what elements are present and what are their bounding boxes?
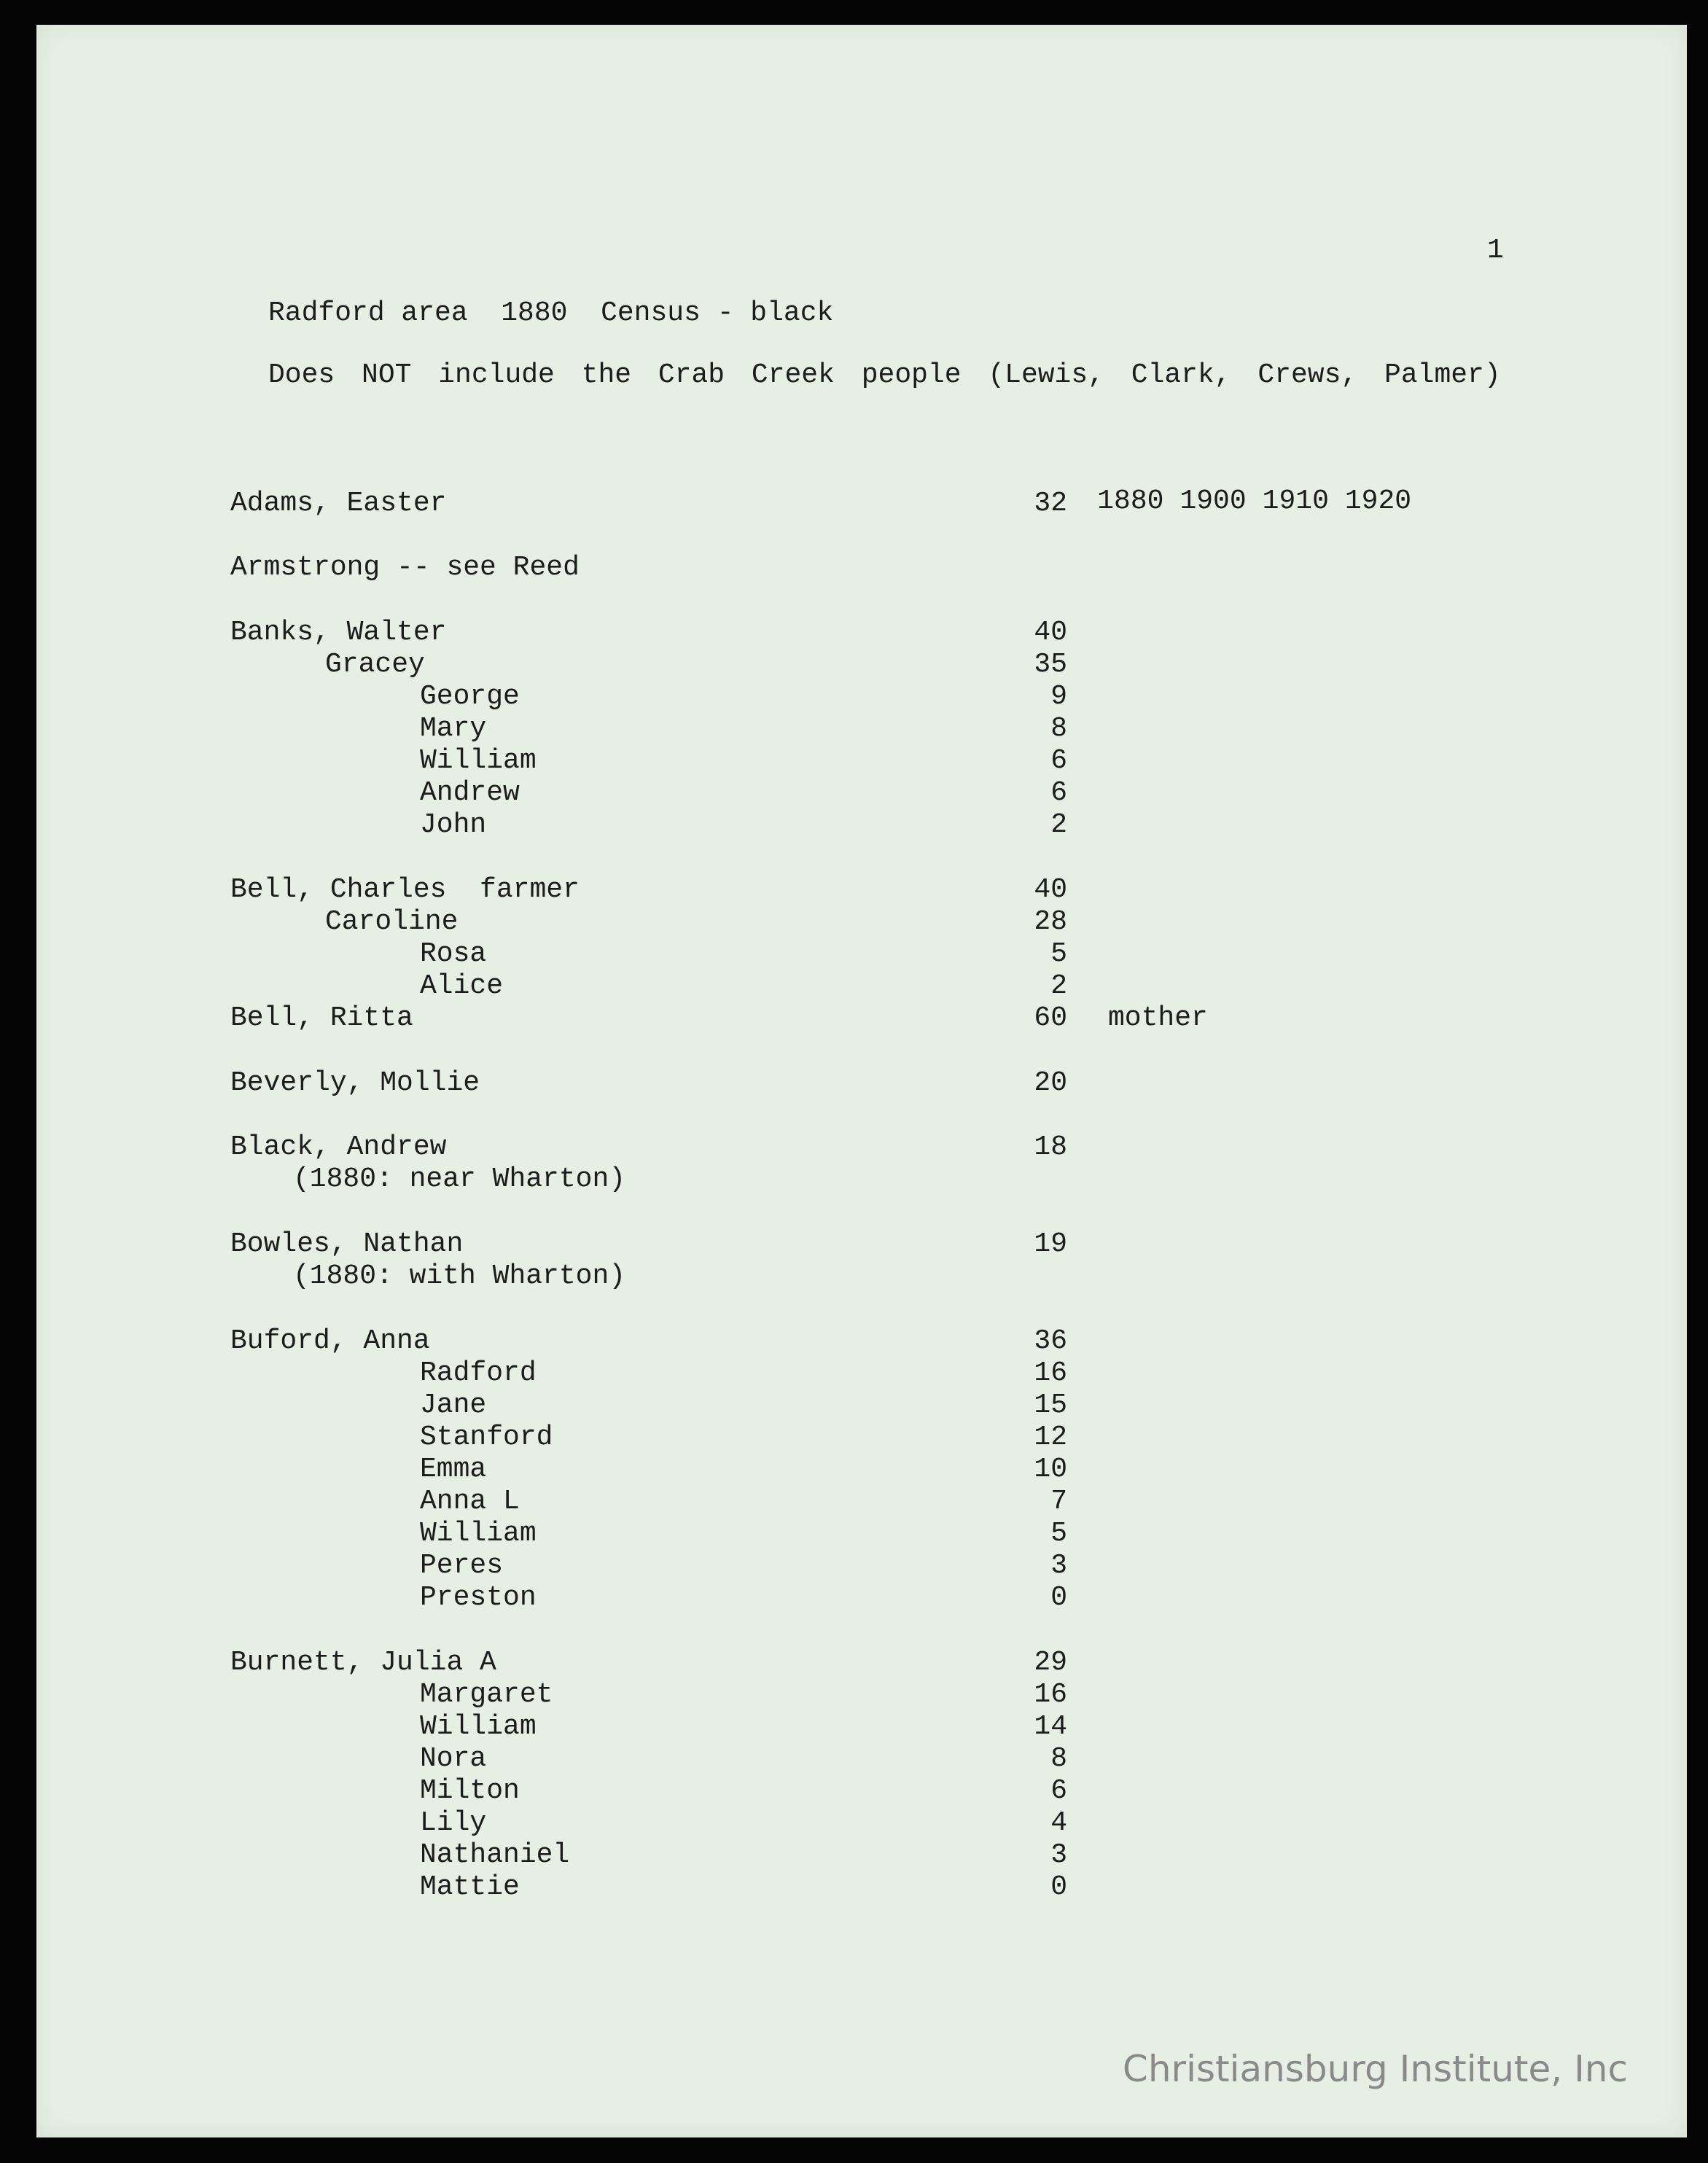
entry-age-1880: 15 bbox=[1034, 1390, 1067, 1421]
entry-name: (1880: with Wharton) bbox=[293, 1260, 626, 1292]
entry-name: Nathaniel bbox=[420, 1839, 570, 1871]
entry-name: Buford, Anna bbox=[230, 1325, 430, 1357]
entry-name: William bbox=[420, 1711, 537, 1742]
entry-age-1880: 40 bbox=[1034, 617, 1067, 648]
census-entry bbox=[36, 1002, 1687, 1034]
document-title: Radford area 1880 Census - black bbox=[268, 297, 834, 329]
entry-age-1880: 60 bbox=[1034, 1002, 1067, 1034]
entry-name: Nora bbox=[420, 1743, 487, 1774]
census-entry bbox=[36, 1807, 1687, 1839]
census-entry bbox=[36, 874, 1687, 906]
entry-age-1880: 8 bbox=[1050, 713, 1067, 744]
census-entry bbox=[36, 681, 1687, 713]
census-entry bbox=[36, 1679, 1687, 1711]
entry-age-1880: 20 bbox=[1034, 1067, 1067, 1099]
entry-name: Milton bbox=[420, 1775, 520, 1807]
year-header: 1880 bbox=[1097, 486, 1164, 517]
document-page bbox=[36, 25, 1687, 2137]
entry-name: Margaret bbox=[420, 1679, 553, 1710]
entry-name: (1880: near Wharton) bbox=[293, 1164, 626, 1195]
entry-name: Adams, Easter bbox=[230, 488, 447, 519]
entry-name: Stanford bbox=[420, 1422, 553, 1453]
entry-age-1880: 10 bbox=[1034, 1454, 1067, 1485]
census-entry bbox=[36, 1871, 1687, 1903]
census-entry bbox=[36, 809, 1687, 841]
entry-name: Mattie bbox=[420, 1871, 520, 1903]
entry-age-1880: 6 bbox=[1050, 777, 1067, 808]
census-entry bbox=[36, 1357, 1687, 1390]
census-entry bbox=[36, 649, 1687, 681]
entry-age-1880: 35 bbox=[1034, 649, 1067, 680]
year-header: 1910 bbox=[1262, 486, 1329, 517]
census-entry bbox=[36, 1260, 1687, 1293]
entry-name: Banks, Walter bbox=[230, 617, 447, 648]
page-number: 1 bbox=[1487, 235, 1504, 266]
census-entry bbox=[36, 713, 1687, 745]
entry-name: Burnett, Julia A bbox=[230, 1647, 496, 1678]
year-header: 1920 bbox=[1344, 486, 1412, 517]
census-entry bbox=[36, 1486, 1687, 1518]
entry-name: Radford bbox=[420, 1357, 537, 1389]
entry-age-1880: 9 bbox=[1050, 681, 1067, 712]
census-entry bbox=[36, 745, 1687, 777]
entry-age-1880: 29 bbox=[1034, 1647, 1067, 1678]
entry-name: Beverly, Mollie bbox=[230, 1067, 480, 1099]
census-entry bbox=[36, 1067, 1687, 1099]
census-entry bbox=[36, 617, 1687, 649]
census-entry bbox=[36, 938, 1687, 970]
entry-age-1880: 0 bbox=[1050, 1871, 1067, 1903]
entry-age-1880: 40 bbox=[1034, 874, 1067, 905]
entry-name: Bowles, Nathan bbox=[230, 1228, 464, 1260]
entry-age-1880: 28 bbox=[1034, 906, 1067, 938]
census-entry bbox=[36, 1454, 1687, 1486]
entry-age-1880: 7 bbox=[1050, 1486, 1067, 1517]
entry-name: John bbox=[420, 809, 487, 841]
entry-name: Rosa bbox=[420, 938, 487, 970]
year-header: 1900 bbox=[1179, 486, 1247, 517]
entry-age-1880: 12 bbox=[1034, 1422, 1067, 1453]
entry-name: Anna L bbox=[420, 1486, 520, 1517]
entry-age-1880: 5 bbox=[1050, 938, 1067, 970]
entry-name: Bell, Charles farmer bbox=[230, 874, 580, 905]
entry-age-1880: 0 bbox=[1050, 1582, 1067, 1613]
entry-name: William bbox=[420, 745, 537, 776]
census-list bbox=[36, 25, 1687, 2137]
census-entry bbox=[36, 1550, 1687, 1582]
entry-age-1880: 2 bbox=[1050, 970, 1067, 1002]
entry-name: Mary bbox=[420, 713, 487, 744]
entry-age-1880: 16 bbox=[1034, 1357, 1067, 1389]
census-entry bbox=[36, 1131, 1687, 1164]
census-entry bbox=[36, 1325, 1687, 1357]
entry-age-1880: 4 bbox=[1050, 1807, 1067, 1839]
census-entry bbox=[36, 1518, 1687, 1550]
census-entry bbox=[36, 1839, 1687, 1871]
entry-age-1880: 32 bbox=[1034, 488, 1067, 519]
census-entry bbox=[36, 1582, 1687, 1614]
entry-age-1880: 5 bbox=[1050, 1518, 1067, 1549]
entry-name: Preston bbox=[420, 1582, 537, 1613]
entry-age-1880: 6 bbox=[1050, 745, 1067, 776]
entry-age-1880: 16 bbox=[1034, 1679, 1067, 1710]
census-entry bbox=[36, 1647, 1687, 1679]
entry-name: Andrew bbox=[420, 777, 520, 808]
entry-name: Lily bbox=[420, 1807, 487, 1839]
entry-name: Emma bbox=[420, 1454, 487, 1485]
watermark: Christiansburg Institute, Inc bbox=[1122, 2048, 1628, 2090]
entry-age-1880: 2 bbox=[1050, 809, 1067, 841]
census-entry bbox=[36, 1390, 1687, 1422]
entry-age-1880: 6 bbox=[1050, 1775, 1067, 1807]
census-entry bbox=[36, 1164, 1687, 1196]
entry-age-1880: 36 bbox=[1034, 1325, 1067, 1357]
entry-age-1880: 19 bbox=[1034, 1228, 1067, 1260]
census-entry bbox=[36, 488, 1687, 520]
census-entry bbox=[36, 970, 1687, 1002]
census-entry bbox=[36, 1775, 1687, 1807]
entry-age-1880: 14 bbox=[1034, 1711, 1067, 1742]
entry-name: Caroline bbox=[325, 906, 459, 938]
entry-age-1880: 8 bbox=[1050, 1743, 1067, 1774]
entry-name: Jane bbox=[420, 1390, 487, 1421]
entry-name: William bbox=[420, 1518, 537, 1549]
document-note: Does NOT include the Crab Creek people (Lewis, Clark, Crews, Palmer) bbox=[268, 359, 1501, 391]
entry-name: Gracey bbox=[325, 649, 425, 680]
entry-age-1880: 3 bbox=[1050, 1550, 1067, 1581]
census-entry bbox=[36, 552, 1687, 584]
entry-name: Peres bbox=[420, 1550, 504, 1581]
census-entry bbox=[36, 1422, 1687, 1454]
entry-name: Armstrong -- see Reed bbox=[230, 552, 580, 583]
census-entry bbox=[36, 1711, 1687, 1743]
census-entry bbox=[36, 777, 1687, 809]
census-entry bbox=[36, 1228, 1687, 1260]
entry-age-1880: 3 bbox=[1050, 1839, 1067, 1871]
entry-name: Alice bbox=[420, 970, 504, 1002]
census-entry bbox=[36, 1743, 1687, 1775]
entry-name: Black, Andrew bbox=[230, 1131, 447, 1163]
entry-name: Bell, Ritta bbox=[230, 1002, 413, 1034]
census-entry bbox=[36, 906, 1687, 938]
entry-name: George bbox=[420, 681, 520, 712]
entry-note: mother bbox=[1108, 1002, 1208, 1034]
entry-age-1880: 18 bbox=[1034, 1131, 1067, 1163]
